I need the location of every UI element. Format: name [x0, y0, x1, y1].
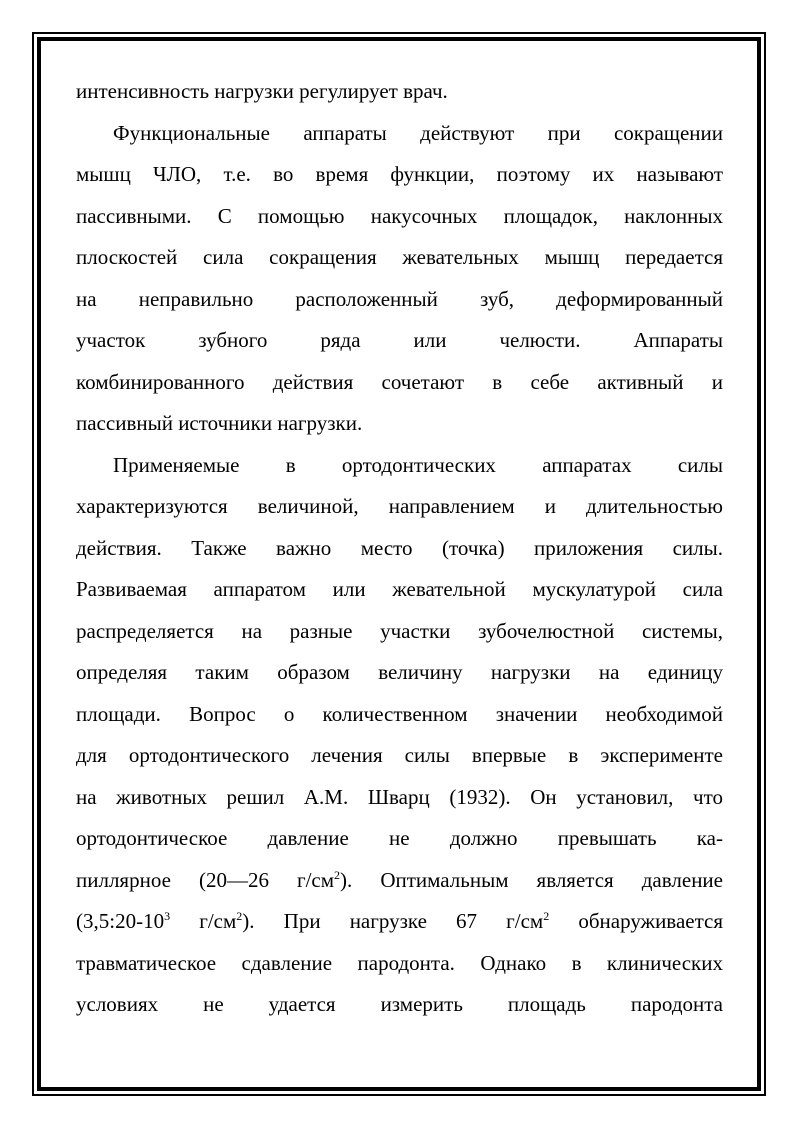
text-fragment: ). При нагрузке 67 г/см: [242, 909, 544, 933]
superscript: 2: [543, 909, 550, 923]
text-fragment: (3,5:20-10: [76, 909, 165, 933]
text-fragment: г/см: [170, 909, 237, 933]
paragraph-1: [76, 71, 723, 113]
text-line: определяя таким образом величину нагрузки на единицу: [76, 660, 723, 684]
superscript: 2: [236, 909, 243, 923]
text-line: Развиваемая аппаратом или жевательной мускулатурой сила: [76, 577, 723, 601]
text-line: условиях не удается измерить площадь пародонта: [76, 992, 723, 1016]
superscript: 3: [164, 909, 171, 923]
text-line: интенсивность нагрузки регулирует врач.: [76, 79, 448, 103]
text-line: травматическое сдавление пародонта. Однако в клинических: [76, 950, 723, 975]
text-line-optimal-pressure: [76, 901, 723, 943]
text-line: на животных решил А.М. Шварц (1932). Он установил, что: [76, 784, 723, 809]
text-line: комбинированного действия сочетают в себе активный и: [76, 369, 723, 394]
text-line: мышц ЧЛО, т.е. во время функции, поэтому их называют: [76, 162, 723, 186]
paragraph-3: [76, 445, 723, 1026]
text-fragment: пиллярное (20—26 г/см: [76, 867, 335, 892]
text-line: плоскостей сила сокращения жевательных мышц передается: [76, 245, 723, 269]
text-fragment: ). Оптимальным является давление: [340, 867, 723, 892]
text-line: участок зубного ряда или челюсти. Аппараты: [76, 328, 723, 352]
text-fragment: обнаруживается: [549, 909, 724, 933]
text-line: действия. Также важно место (точка) приложения силы.: [76, 535, 723, 560]
text-line: на неправильно расположенный зуб, деформированный: [76, 286, 723, 311]
text-line: пассивными. С помощью накусочных площадок, наклонных: [76, 203, 723, 228]
text-line: характеризуются величиной, направлением и длительностью: [76, 494, 723, 518]
text-line: пассивный источники нагрузки.: [76, 411, 363, 435]
paragraph-2: [76, 113, 723, 445]
text-line-capillary-pressure: [76, 860, 723, 902]
superscript: 2: [334, 867, 341, 882]
text-line: Функциональные аппараты действуют при сокращении: [113, 120, 723, 145]
text-line: распределяется на разные участки зубочелюстной системы,: [76, 618, 723, 643]
document-body: [76, 71, 723, 1026]
text-line: Применяемые в ортодонтических аппаратах силы: [113, 452, 723, 477]
text-line: для ортодонтического лечения силы впервые в эксперименте: [76, 743, 723, 767]
text-line: площади. Вопрос о количественном значении необходимой: [76, 701, 723, 726]
text-line: ортодонтическое давление не должно превышать ка-: [76, 826, 723, 850]
